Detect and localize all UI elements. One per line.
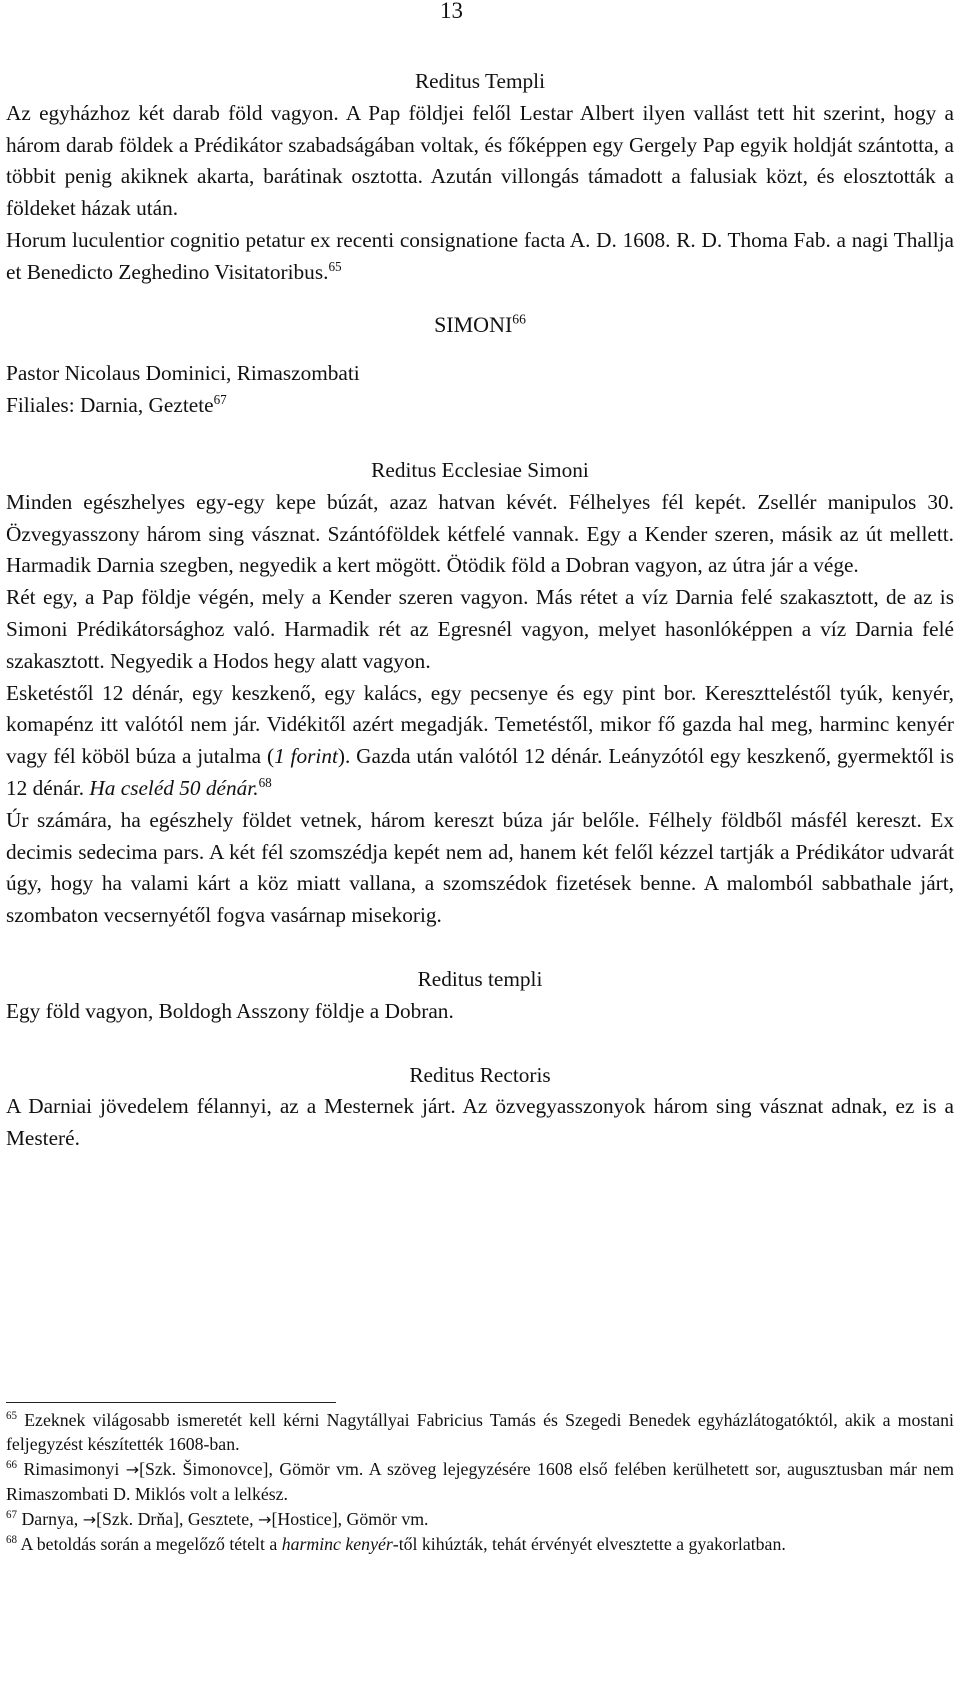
para3-italic-cseled: Ha cseléd 50 dénár.	[89, 775, 259, 800]
arrow-right-icon: →	[82, 1509, 97, 1529]
pastor-line: Pastor Nicolaus Dominici, Rimaszombati	[6, 361, 360, 386]
arrow-right-icon: →	[125, 1459, 140, 1479]
footnote-67	[6, 1507, 954, 1532]
footnote-text: Rimasimonyi	[23, 1458, 126, 1479]
filiales-text: Filiales: Darnia, Geztete	[6, 393, 214, 418]
footnote-text: [Hostice], Gömör vm.	[271, 1508, 429, 1529]
spacer	[6, 1028, 954, 1060]
spacer	[6, 422, 954, 455]
footnote-number: 67	[6, 1508, 18, 1521]
footnote-number: 65	[6, 1410, 18, 1423]
arrow-right-icon: →	[258, 1509, 272, 1529]
paragraph-ecclesiae-1: Minden egészhelyes egy-egy kepe búzát, azaz hatvan kévét. Félhelyes fél kepét. Zsellér manipulos 30. Özvegyasszony három sing vásznat. Szántóföldek kétfelé vannak. Egy a Kender szeren, másik az út mellett. Harmadik Darnia szegben, negyedik a kert mögött. Ötödik föld a Dobran vagyon, az útra jár a vége.	[6, 489, 954, 578]
heading-reditus-templi-2: Reditus templi	[417, 966, 543, 991]
para3-text-b: ). Gazda után valótól 12 dénár. Leányzótól egy keszkenő, gyermektől is 12 dénár.	[6, 744, 955, 800]
para3-italic-forint: 1 forint	[274, 744, 338, 769]
footnote-text: [Szk. Drňa], Gesztete,	[96, 1508, 259, 1529]
main-text	[6, 66, 954, 1155]
page-number: 13	[440, 0, 463, 23]
paragraph-latin	[6, 225, 954, 289]
footnote-ref-65[interactable]: 65	[328, 258, 342, 274]
filiales-line	[6, 390, 954, 422]
footnote-68	[6, 1532, 954, 1556]
simoni-title: SIMONI	[434, 311, 513, 337]
heading-simoni	[6, 309, 954, 341]
spacer	[6, 932, 954, 964]
latin-text: Horum luculentior cognitio petatur ex recenti consignatione facta A. D. 1608. R. D. Thoma Fab. a nagi Thallja et Benedicto Zeghedino Visitatoribus.	[6, 227, 954, 284]
footnote-number: 68	[6, 1534, 18, 1547]
footnote-text: -től kihúzták, tehát érvényét elvesztette a gyakorlatban.	[392, 1534, 786, 1555]
footnote-text: Darnya,	[21, 1508, 83, 1529]
para3-text-a: Esketéstől 12 dénár, egy keszkenő, egy kalács, egy pecsenye és egy pint bor. Keresztteléstől tyúk, kenyér, komapénz itt valótól nem jár. Vidékitől azért megadják. Temetéstől, mikor fő gazda hal meg, harminc kenyér vagy fél köböl búza a jutalma (	[6, 680, 954, 769]
footnote-ref-67[interactable]: 67	[213, 391, 227, 407]
footnote-ref-68[interactable]: 68	[258, 774, 272, 790]
footnote-text: A betoldás során a megelőző tételt a	[20, 1534, 282, 1555]
footnote-separator	[6, 1402, 336, 1403]
footnote-ref-66[interactable]: 66	[512, 311, 526, 327]
footnote-number: 66	[6, 1458, 18, 1471]
heading-reditus-ecclesiae: Reditus Ecclesiae Simoni	[371, 457, 589, 482]
footnote-66	[6, 1457, 954, 1507]
paragraph-templi-2: Egy föld vagyon, Boldogh Asszony földje a Dobran.	[6, 998, 454, 1023]
heading-reditus-templi: Reditus Templi	[414, 69, 546, 93]
paragraph-rectoris: A Darniai jövedelem félannyi, az a Mesternek járt. Az özvegyasszonyok három sing vásznat adnak, ez is a Mesteré.	[6, 1094, 954, 1151]
paragraph-ecclesiae-4: Úr számára, ha egészhely földet vetnek, három kereszt búza jár belőle. Félhely földből másfél kereszt. Ex decimis sedecima pars. A két fél szomszédja kepét nem ad, hanem két felől kézzel tartják a Prédikátor udvarát úgy, hogy ha valami kárt a köz miatt vallana, a szomszédok fizetések benne. A malomból sabbathale járt, szombaton vecsernyétől fogva vasárnap misekorig.	[6, 807, 954, 928]
footnote-text: [Szk. Šimonovce], Gömör vm. A szöveg lejegyzésére 1608 első felében kerülhetett sor, augusztusban már nem Rimaszombati D. Miklós volt a lelkész.	[6, 1458, 955, 1505]
paragraph-templi: Az egyházhoz két darab föld vagyon. A Pap földjei felől Lestar Albert ilyen vallást tett hit szerint, hogy a három darab földek a Prédikátor szabadságában voltak, és főképpen egy Gergely Pap egyik holdját szántotta, a többit penig akiknek akarta, barátinak osztotta. Azután villongás támadott a falusiak közt, és elosztották a földeket házak után.	[6, 100, 954, 221]
footnotes	[6, 1408, 954, 1556]
footnote-65	[6, 1408, 954, 1457]
paragraph-ecclesiae-3	[6, 678, 954, 805]
footnote-text: Ezeknek világosabb ismeretét kell kérni Nagytállyai Fabricius Tamás és Szegedi Benedek egyházlátogatóktól, akik a mostani feljegyzést készítették 1608-ban.	[6, 1410, 954, 1455]
heading-reditus-rectoris: Reditus Rectoris	[409, 1062, 551, 1087]
footnote-italic: harminc kenyér	[281, 1534, 393, 1555]
paragraph-ecclesiae-2: Rét egy, a Pap földje végén, mely a Kender szeren vagyon. Más rétet a víz Darnia felé szakasztott, de az is Simoni Prédikátorsághoz való. Harmadik rét az Egresnél vagyon, melyet hasonlóképpen a víz Darnia felé szakasztott. Negyedik a Hodos hegy alatt vagyon.	[6, 585, 954, 673]
